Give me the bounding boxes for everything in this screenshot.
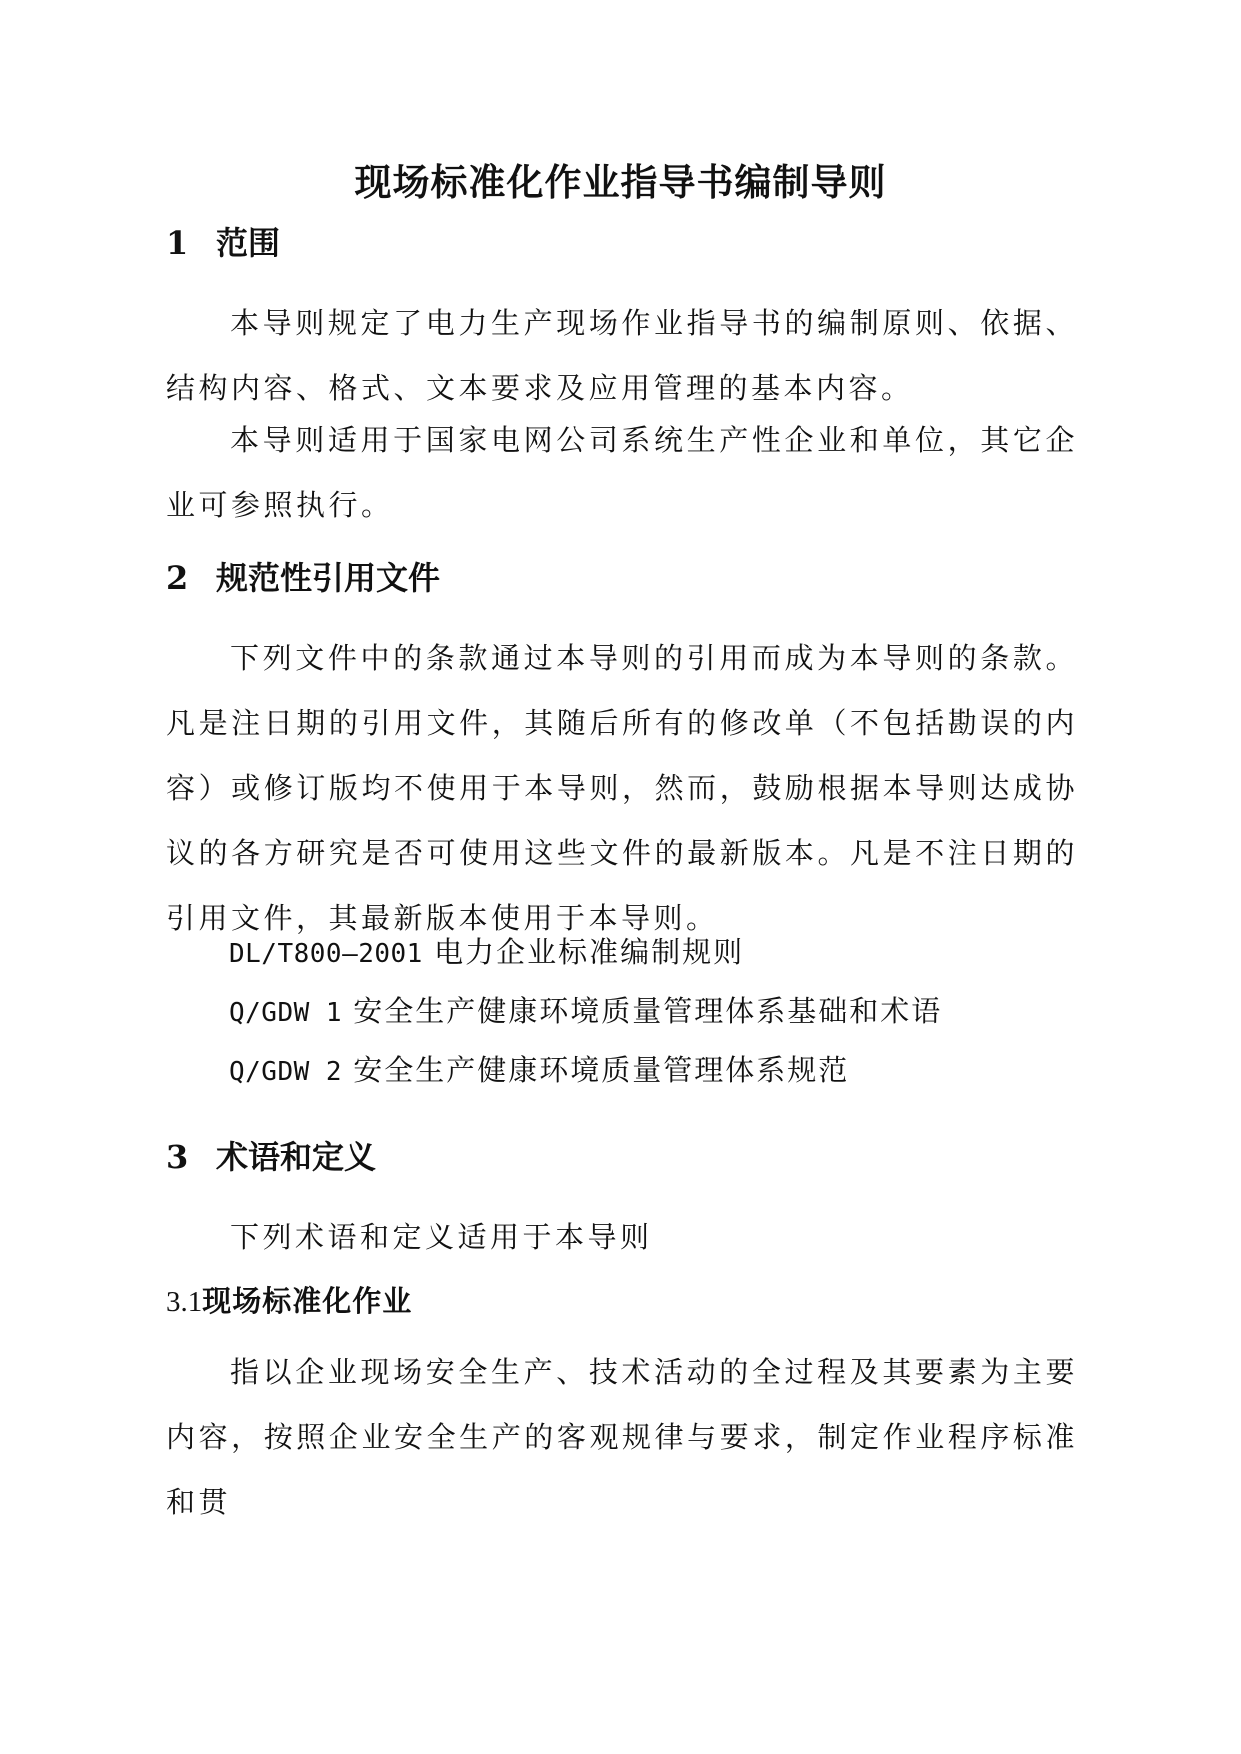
- section-title: 范围: [216, 224, 281, 262]
- paragraph: 本导则规定了电力生产现场作业指导书的编制原则、依据、结构内容、格式、文本要求及应用管理的基本内容。: [166, 306, 1078, 405]
- section-number: 1: [166, 224, 189, 262]
- section-title: 规范性引用文件: [216, 559, 441, 597]
- section-title: 术语和定义: [216, 1138, 377, 1176]
- subsection-heading-3-1: [166, 1278, 412, 1325]
- paragraph: 指以企业现场安全生产、技术活动的全过程及其要素为主要内容，按照企业安全生产的客观规律与要求，制定作业程序标准和贯: [166, 1355, 1078, 1519]
- reference-code: DL/T800—2001: [229, 939, 423, 969]
- paragraph: 本导则适用于国家电网公司系统生产性企业和单位，其它企业可参照执行。: [166, 423, 1078, 522]
- reference-name: 安全生产健康环境质量管理体系基础和术语: [353, 994, 943, 1028]
- paragraph: 下列术语和定义适用于本导则: [230, 1220, 653, 1254]
- section-heading-2: [166, 555, 440, 601]
- section-heading-1: [166, 220, 280, 266]
- subsection-number: 3.1: [166, 1286, 203, 1318]
- section-heading-3: [166, 1134, 376, 1180]
- subsection-title: 现场标准化作业: [202, 1284, 413, 1318]
- document-title: 现场标准化作业指导书编制导则: [354, 160, 887, 204]
- reference-code: Q/GDW 1: [229, 998, 343, 1028]
- paragraph: 下列文件中的条款通过本导则的引用而成为本导则的条款。凡是注日期的引用文件，其随后所有的修改单（不包括勘误的内容）或修订版均不使用于本导则，然而，鼓励根据本导则达成协议的各方研究是否可使用这些文件的最新版本。凡是不注日期的引用文件，其最新版本使用于本导则。: [166, 641, 1078, 935]
- reference-name: 安全生产健康环境质量管理体系规范: [353, 1053, 850, 1087]
- section-number: 3: [166, 1138, 189, 1176]
- reference-name: 电力企业标准编制规则: [434, 935, 745, 969]
- reference-item: [229, 988, 942, 1036]
- reference-item: [229, 929, 744, 977]
- reference-item: [229, 1047, 849, 1095]
- reference-code: Q/GDW 2: [229, 1057, 343, 1087]
- section-number: 2: [166, 559, 189, 597]
